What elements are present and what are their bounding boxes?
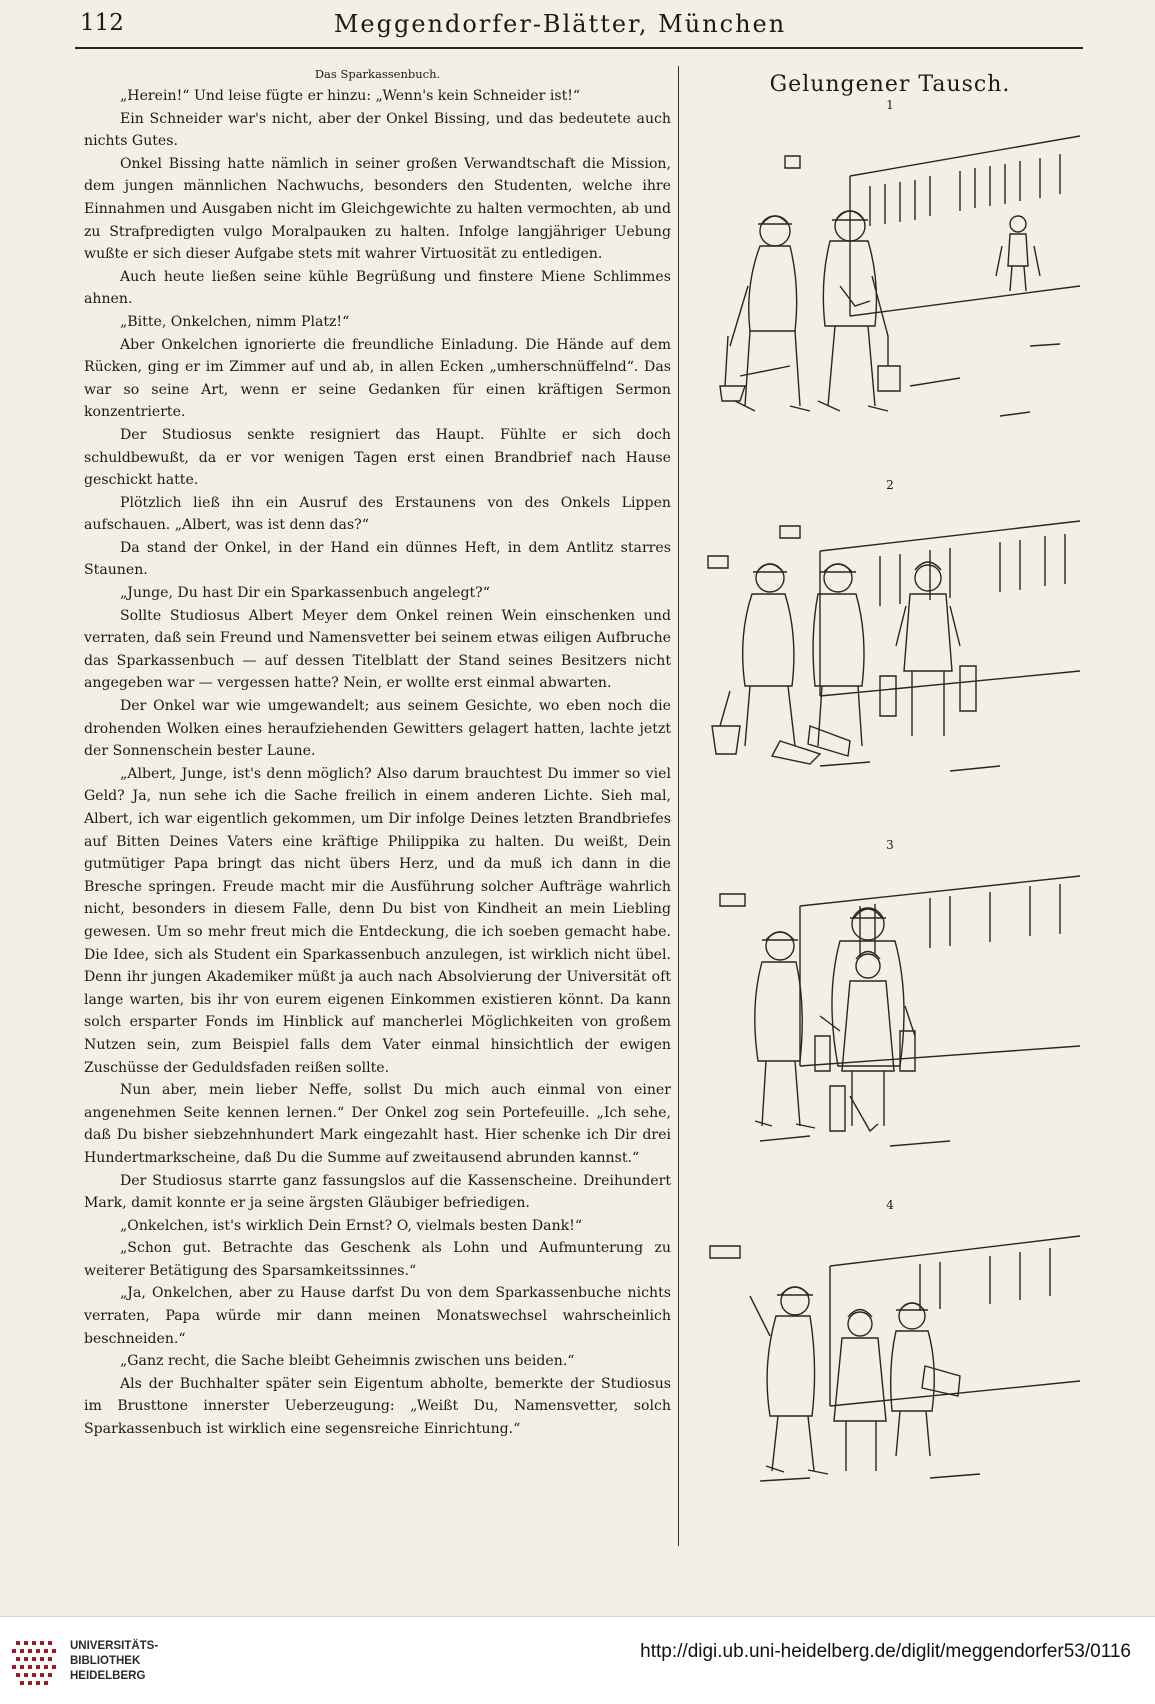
page-header [80,10,1080,44]
story-paragraph: „Ganz recht, die Sache bleibt Geheimnis zwischen uns beiden.“ [120,1353,575,1370]
source-url-link[interactable]: http://digi.ub.uni-heidelberg.de/diglit/meggendorfer53/0116 [640,1641,1131,1662]
story-paragraph: „Junge, Du hast Dir ein Sparkassenbuch angelegt?“ [120,585,490,602]
panel-number: 3 [886,838,894,852]
story-paragraph: Ein Schneider war's nicht, aber der Onkel Bissing, und das bedeutete auch nichts Gutes. [84,110,671,150]
footer-bar [0,1616,1155,1704]
story-paragraph: „Bitte, Onkelchen, nimm Platz!“ [120,313,350,330]
institution-line: UNIVERSITÄTS- [70,1640,159,1652]
story-paragraph: Aber Onkelchen ignorierte die freundliche Einladung. Die Hände auf dem Rücken, ging er im Zimmer auf und ab, in allen Ecken „umherschnüffelnd“. Das war so seine Art, wenn er seine Gedanken für einen kräftigen Sermon konzentrierte. [84,336,671,421]
panel-number: 4 [886,1198,894,1212]
panel-number: 1 [886,98,894,112]
story-column [84,64,671,1441]
comic-title: Gelungener Tausch. [769,72,1011,97]
story-paragraph: „Ja, Onkelchen, aber zu Hause darfst Du von dem Sparkassenbuche nichts verraten, Papa würde mir dann meinen Monatswechsel wahrscheinlich beschneiden.“ [84,1285,671,1347]
panel-illustration-departure [700,1216,1080,1486]
panel-illustration-meeting-girl [700,496,1080,796]
story-paragraph: Nun aber, mein lieber Neffe, sollst Du mich auch einmal von einer angenehmen Seite kennen lernen.“ Der Onkel zog sein Portefeuille. „Ich sehe, daß Du bisher siebzehnhundert Mark eingezahlt hast. Hier schenke ich Dir drei Hundertmarkscheine, daß Du die Summe auf zweitausend abrunden kannst.“ [84,1082,671,1166]
story-paragraph: „Onkelchen, ist's wirklich Dein Ernst? O, vielmals besten Dank!“ [120,1217,583,1234]
story-title: Das Sparkassenbuch. [314,67,441,81]
institution-line: HEIDELBERG [70,1670,146,1682]
story-paragraph: „Herein!“ Und leise fügte er hinzu: „Wenn's kein Schneider ist!“ [120,88,581,104]
story-paragraph: Da stand der Onkel, in der Hand ein dünnes Heft, in dem Antlitz starres Staunen. [84,539,671,579]
comic-strip [690,64,1090,1212]
story-paragraph: Auch heute ließen seine kühle Begrüßung und finstere Miene Schlimmes ahnen. [84,268,671,308]
story-paragraph: Der Onkel war wie umgewandelt; aus seinem Gesichte, wo eben noch die drohenden Wolken eines heraufziehenden Gewitters gelagert hatten, lachte jetzt der Sonnenschein bester Laune. [84,698,671,760]
story-paragraph: Als der Buchhalter später sein Eigentum abholte, bemerkte der Studiosus im Brusttone innerster Ueberzeugung: „Weißt Du, Namensvetter, solch Sparkassenbuch ist wirklich eine segensreiche Einrichtung.“ [84,1375,671,1438]
panel-illustration-two-men-walking [700,116,1080,446]
story-paragraph: Der Studiosus senkte resigniert das Haupt. Fühlte er sich doch schuldbewußt, da er vor wenigen Tagen erst einen Brandbrief nach Hause geschickt hatte. [84,426,671,489]
panel-number: 2 [886,478,894,492]
institution-line: BIBLIOTHEK [70,1655,141,1667]
story-paragraph: „Schon gut. Betrachte das Geschenk als Lohn und Aufmunterung zu weiterer Betätigung des Sparsamkeitssinnes.“ [84,1240,671,1279]
page-number: 112 [80,10,124,36]
journal-title: Meggendorfer-Blätter, München [333,10,787,38]
story-paragraph: Plötzlich ließ ihn ein Ausruf des Erstaunens von des Onkels Lippen aufschauen. „Albert, was ist denn das?“ [84,494,671,534]
university-seal-icon [10,1637,62,1689]
story-paragraph: Sollte Studiosus Albert Meyer dem Onkel reinen Wein einschenken und verraten, daß sein Freund und Namensvetter bei seinem etwas eiligen Aufbruche das Sparkassenbuch — auf dessen Titelblatt der Stand seines Besitzers nicht angegeben war — vergessen hatte? Nein, er wollte erst einmal abwarten. [84,607,671,692]
panel-illustration-boot-exchange [700,856,1080,1156]
story-paragraph: Onkel Bissing hatte nämlich in seiner großen Verwandtschaft die Mission, dem jungen männlichen Nachwuchs, besonders den Studenten, welche ihre Einnahmen und Ausgaben nicht im Gleichgewichte zu halten vermochten, ab und zu Strafpredigten vulgo Moralpauken zu halten. Infolge langjähriger Uebung wußte er sich dieser Aufgabe stets mit wahrer Virtuosität zu entledigen. [84,155,671,263]
story-paragraph: „Albert, Junge, ist's denn möglich? Also darum brauchtest Du immer so viel Geld? Ja, nun sehe ich die Sache freilich in einem anderen Lichte. Sieh mal, Albert, ich war eigentlich gekommen, um Dir infolge Deines letzten Brandbriefes auf Bitten Deines Vaters eine kräftige Philippika zu halten. Du weißt, Dein gutmütiger Papa bringt das nicht übers Herz, und da muß ich dann in die Bresche springen. Freude macht mir die Ausführung solcher Aufträge wahrlich nicht, besonders in diesem Falle, denn Du bist von Kindheit an mein Liebling gewesen. Um so mehr freut mich die Entdeckung, die ich soeben gemacht habe. Die Idee, sich als Student ein Sparkassenbuch anzulegen, ist wirklich nicht übel. Denn ihr jungen Akademiker müßt ja auch nach Absolvierung der Universität oft lange warten, bis ihr von eurem eigenen Einkommen existieren könnt. Da kann solch ersparter Fonds im Hinblick auf mancherlei Möglichkeiten von großem Nutzen sein, zum Beispiel falls dem Vater einmal hinsichtlich der ewigen Zuschüsse der Geduldsfaden reißen sollte. [84,765,671,1076]
story-paragraph: Der Studiosus starrte ganz fassungslos auf die Kassenscheine. Dreihundert Mark, damit konnte er ja seine ärgsten Gläubiger befriedigen. [84,1172,671,1212]
header-rule [75,47,1083,49]
column-divider [678,66,679,1546]
institution-name [70,1639,158,1684]
